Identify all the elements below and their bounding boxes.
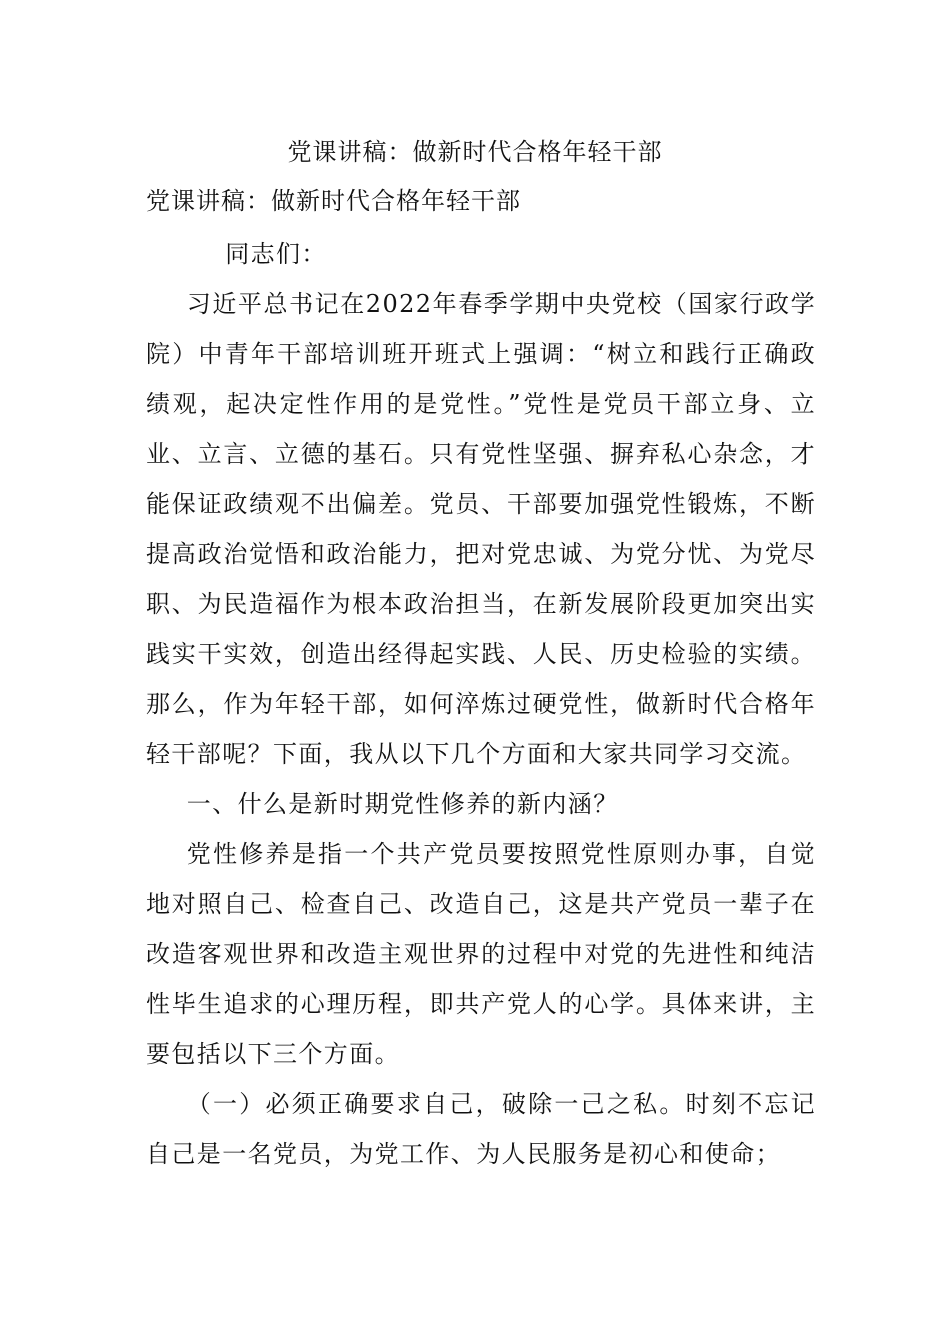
- paragraph-intro: 习近平总书记在2022年春季学期中央党校（国家行政学院）中青年干部培训班开班式上强调：“树立和践行正确政绩观，起决定性作用的是党性。”党性是党员干部立身、立业、立言、立德的基石。只有党性坚强、摒弃私心杂念，才能保证政绩观不出偏差。党员、干部要加强党性锻炼，不断提高政治觉悟和政治能力，把对党忠诚、为党分忧、为党尽职、为民造福作为根本政治担当，在新发展阶段更加突出实践实干实效，创造出经得起实践、人民、历史检验的实绩。那么，作为年轻干部，如何淬炼过硬党性，做新时代合格年轻干部呢？下面，我从以下几个方面和大家共同学习交流。: [146, 290, 816, 768]
- paragraph-party-spirit: 党性修养是指一个共产党员要按照党性原则办事，自觉地对照自己、检查自己、改造自己，这是共产党员一辈子在改造客观世界和改造主观世界的过程中对党的先进性和纯洁性毕生追求的心理历程，即共产党人的心学。具体来讲，主要包括以下三个方面。: [146, 840, 816, 1068]
- document-body: [146, 229, 816, 1179]
- document-title-left: 党课讲稿：做新时代合格年轻干部: [146, 187, 521, 215]
- document-title-centered: 党课讲稿：做新时代合格年轻干部: [287, 138, 663, 166]
- greeting: 同志们：: [225, 240, 327, 268]
- paragraph-point-1: （一）必须正确要求自己，破除一己之私。时刻不忘记自己是一名党员，为党工作、为人民服务是初心和使命；: [146, 1090, 816, 1168]
- section-heading-1: 一、什么是新时期党性修养的新内涵？: [186, 790, 619, 818]
